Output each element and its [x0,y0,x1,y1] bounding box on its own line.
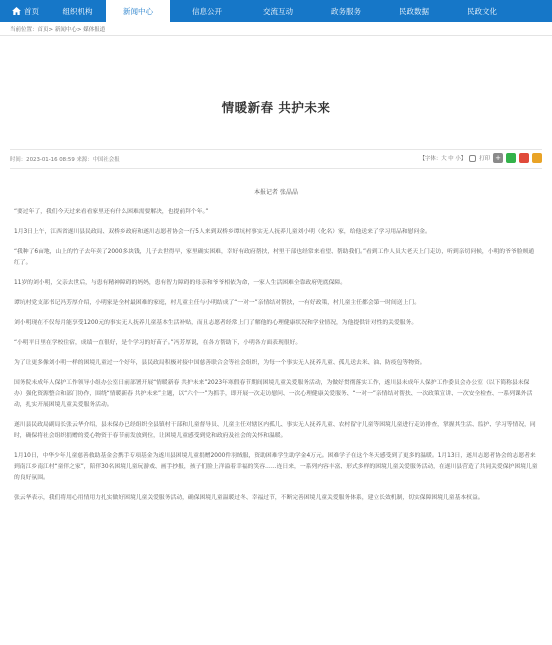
title-area [10,36,542,150]
breadcrumb-text[interactable]: 当前位置：首页> 新闻中心> 媒体报道 [10,26,106,33]
article-body [0,187,552,504]
publish-info: 时间：2023-01-16 08:59 来源：中国社会报 [10,157,120,163]
print-icon[interactable] [469,155,476,162]
article-paragraph: 张云华表示，我们将用心用情用力扎实做好困境儿童关爱服务活动，确保困境儿童温暖过冬、幸福过节，不断完善困境儿童关爱服务体系，建立长效机制，切实保障困境儿童基本权益。 [14,495,484,501]
article-paragraph: 为了让更多像刘小明一样的困境儿童过一个好年，县民政局积极对接中国慈善联合会等社会组织，为每一个事实无人抚养儿童、孤儿送去米、油、防疫包等物资。 [14,360,426,366]
breadcrumb [0,22,552,36]
nav-item-label: 交流互动 [263,6,293,16]
nav-item-label: 组织机构 [62,6,93,16]
article-paragraph: “我种了6亩地，山上的竹子去年卖了2000多块钱，儿子去世得早，家里确实困难，幸好有政府帮扶，村里干部也经常来看望、帮助我们。”看到工作人员大老天上门走访，听到亲切问候，小明的爷爷脸颊通红了。 [14,249,535,266]
nav-item-label: 首页 [24,6,39,16]
nav-item-home[interactable] [0,0,49,22]
nav-item-news-center[interactable] [106,0,170,22]
plus-icon[interactable]: + [493,153,503,163]
page-title: 情暖新春 共护未来 [221,100,331,115]
nav-item-label: 民政文化 [467,6,497,16]
article-paragraph: “要过年了，我们今天过来看看家里还有什么困难需要解决，也提前拜个年。” [14,209,209,215]
article-paragraph: 1月3日上午，江西省遂川县民政局、双桥乡政府和遂川志愿者协会一行5人来到双桥乡谭坑村事实无人抚养儿童刘小明（化名）家，给他送来了学习用品和慰问金。 [14,229,431,235]
article-paragraph: 遂川县民政局副局长张云华介绍，县未保办已经组织全县镇村干部和儿童督导员、儿童主任对辖区内孤儿、事实无人抚养儿童、农村留守儿童等困境儿童进行走访排查，掌握其生活、监护、学习等情况，同时，确保将社会组织捐赠的爱心物资于春节前发放到位，让困境儿童感受到党和政府及社会的关怀和温暖。 [14,422,536,439]
font-size-selector[interactable]: 【字体：大 中 小】 [419,156,467,162]
nav-item-interaction[interactable] [244,0,312,22]
nav-item-info-public[interactable] [170,0,244,22]
nav-item-label: 新闻中心 [123,6,153,16]
print-link[interactable]: 打印 [479,156,490,162]
nav-item-organization[interactable] [49,0,106,22]
article-meta [10,150,542,169]
nav-item-label: 政务服务 [331,6,361,16]
nav-item-gov-service[interactable] [312,0,380,22]
nav-item-civil-culture[interactable] [448,0,516,22]
article-paragraph: 1月10日，中华少年儿童慈善救助基金会携手专项基金为遂川县困境儿童捐赠2000件羽绒服，资助困难学生助学金4万元。困难学子在这个冬天感受到了更多的温暖。1月13日，遂川志愿者协会的志愿者来到南江乡南江村“童伴之家”，陪伴30名困境儿童玩游戏、画手抄报，孩子们脸上洋溢着幸福的笑容……连日来，一系列内容丰富、形式多样的困境儿童关爱服务活动，在遂川县营造了共同关爱保护困境儿童的良好氛围。 [14,453,538,481]
article-paragraph: 11岁的刘小明，父亲去世后，与患有精神障碍的妈妈，患有智力障碍的母亲和爷爷相依为命，一家人生活困难全靠政府兜底保障。 [14,280,347,286]
nav-item-civil-data[interactable] [380,0,448,22]
article-tools [420,153,542,163]
top-navigation [0,0,552,22]
home-icon [12,7,21,15]
author-line: 本报记者 张晶晶 [254,189,298,196]
article-paragraph: 国务院未成年人保护工作领导小组办公室日前部署开展“情暖新春 共护未来”2023年寒假春节期间困境儿童关爱服务活动，为做好贯彻落实工作，遂川县未成年人保护工作委员会办公室（以下简称县未保办）强化资源整合和部门协作，围绕“情暖新春 共护未来”主题，以“六个一”为抓手，即开展一次走访慰问、一次心理健康关爱服务、“一对一”亲情结对帮扶、一次政策宣讲、一次安全检查、一系列课外活动，扎实开展困境儿童关爱服务活动。 [14,380,533,408]
nav-item-label: 民政数据 [399,6,429,16]
article-paragraph: 谭坑村党支部书记冯芳厚介绍，小明家是全村最困难的家庭，村儿童主任与小明结成了“一对一”亲情结对帮扶，一有好政策，村儿童主任都会第一时间送上门。 [14,300,420,306]
article-paragraph: 刘小明现在不仅每月能享受1200元的事实无人抚养儿童基本生活补贴，而且志愿者经常上门了解他的心理健康状况和学业情况，为他提供针对性的关爱服务。 [14,320,418,326]
wechat-icon[interactable] [506,153,516,163]
article-paragraph: “小明平日里在学校住宿，成绩一直很好，是个学习的好苗子。”冯芳厚说，在各方帮助下，小明各方面表现很好。 [14,340,302,346]
weibo-icon[interactable] [519,153,529,163]
qzone-icon[interactable] [532,153,542,163]
nav-item-label: 信息公开 [192,6,222,16]
